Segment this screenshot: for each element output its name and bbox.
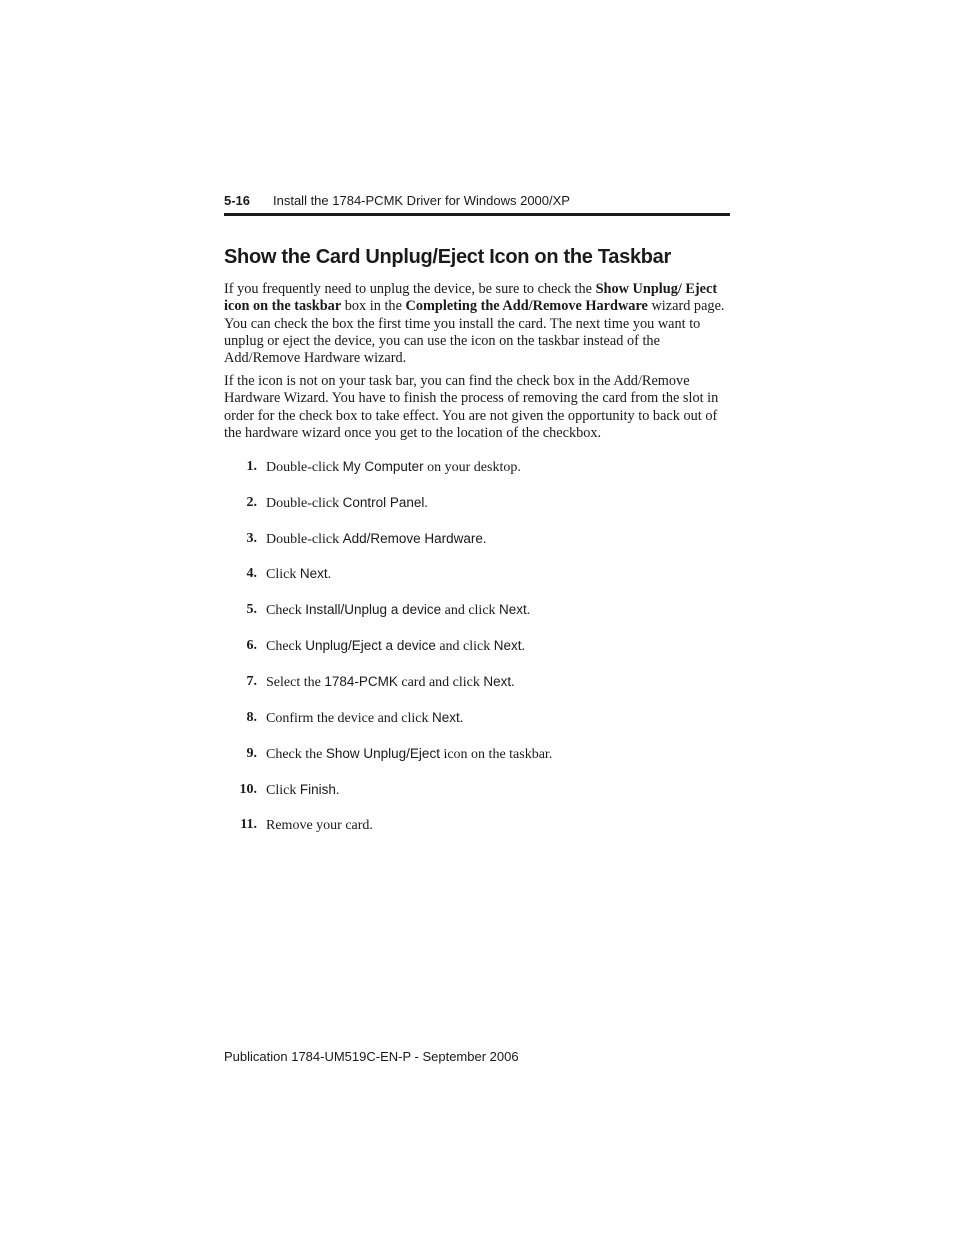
step-text: Double-click Add/Remove Hardware. (266, 531, 487, 547)
step-text: Check Unplug/Eject a device and click Next. (266, 638, 526, 654)
ui-term: My Computer (342, 459, 424, 474)
step-text: Double-click Control Panel. (266, 495, 428, 511)
step-text: Click Finish. (266, 782, 340, 798)
ui-term: Next (299, 566, 328, 581)
step-item (224, 710, 730, 730)
page-number: 5-16 (224, 193, 251, 208)
paragraph-1-text-2: box in the (341, 298, 406, 315)
chapter-title: Install the 1784-PCMK Driver for Windows 2000/XP (273, 193, 570, 208)
step-item (224, 531, 730, 551)
step-item (224, 746, 730, 766)
header-rule (224, 213, 730, 216)
step-number: 2. (246, 495, 257, 510)
step-text: Remove your card. (266, 818, 373, 833)
step-number: 10. (239, 782, 257, 797)
step-item (224, 782, 730, 802)
step-number: 4. (246, 566, 257, 581)
step-text: Check Install/Unplug a device and click Next. (266, 602, 531, 618)
ui-term: Next (493, 638, 522, 653)
step-item (224, 817, 730, 837)
ui-term: Next (483, 674, 512, 689)
step-number: 9. (246, 746, 257, 761)
step-number: 11. (240, 817, 257, 832)
step-text: Select the 1784-PCMK card and click Next. (266, 674, 515, 690)
step-number: 8. (246, 710, 257, 725)
step-item (224, 602, 730, 622)
ui-term: Unplug/Eject a device (305, 638, 436, 653)
paragraph-1-text-1: If you frequently need to unplug the device, be sure to check the (224, 281, 596, 297)
ui-term: Add/Remove Hardware (342, 531, 483, 546)
step-item (224, 674, 730, 694)
step-item (224, 566, 730, 586)
step-number: 6. (246, 638, 257, 653)
ui-term: Control Panel (342, 495, 425, 510)
ui-term: Install/Unplug a device (305, 602, 442, 617)
ui-term: 1784-PCMK (324, 674, 398, 689)
paragraph-2: If the icon is not on your task bar, you can find the check box in the Add/Remove Hardware Wizard. You have to finish the process of removing the card from the slot in order for the check box to take effect. You are not given the opportunity to back out of the hardware wizard once you get to the location of the checkbox. (224, 373, 719, 441)
running-header (224, 191, 730, 211)
step-item (224, 638, 730, 658)
ui-term: Next (499, 602, 527, 617)
step-number: 7. (246, 674, 257, 689)
step-number: 5. (246, 602, 257, 617)
step-number: 3. (246, 531, 257, 546)
ui-term: Finish (299, 782, 336, 797)
step-text: Double-click My Computer on your desktop. (266, 459, 521, 475)
paragraph-1-bold-1: Show Unplug/ Eject icon on the taskbar (224, 281, 718, 315)
publication-footer: Publication 1784-UM519C-EN-P - September 2006 (224, 1049, 519, 1064)
section-title: Show the Card Unplug/Eject Icon on the Taskbar (224, 246, 671, 268)
paragraph-1 (224, 281, 730, 367)
step-item (224, 495, 730, 515)
step-number: 1. (246, 459, 257, 474)
step-text: Check the Show Unplug/Eject icon on the taskbar. (266, 746, 553, 762)
ui-term: Show Unplug/Eject (325, 746, 440, 761)
paragraph-1-text-3: wizard page. You can check the box the first time you install the card. The next time you want to unplug or eject the device, you can use the icon on the taskbar instead of the Add/Remove Hardware wizard. (224, 298, 725, 367)
step-item (224, 459, 730, 479)
paragraph-1-bold-2: Completing the Add/Remove Hardware (405, 298, 648, 315)
step-text: Confirm the device and click Next. (266, 710, 464, 726)
step-text: Click Next. (266, 566, 332, 582)
ui-term: Next (432, 710, 460, 725)
